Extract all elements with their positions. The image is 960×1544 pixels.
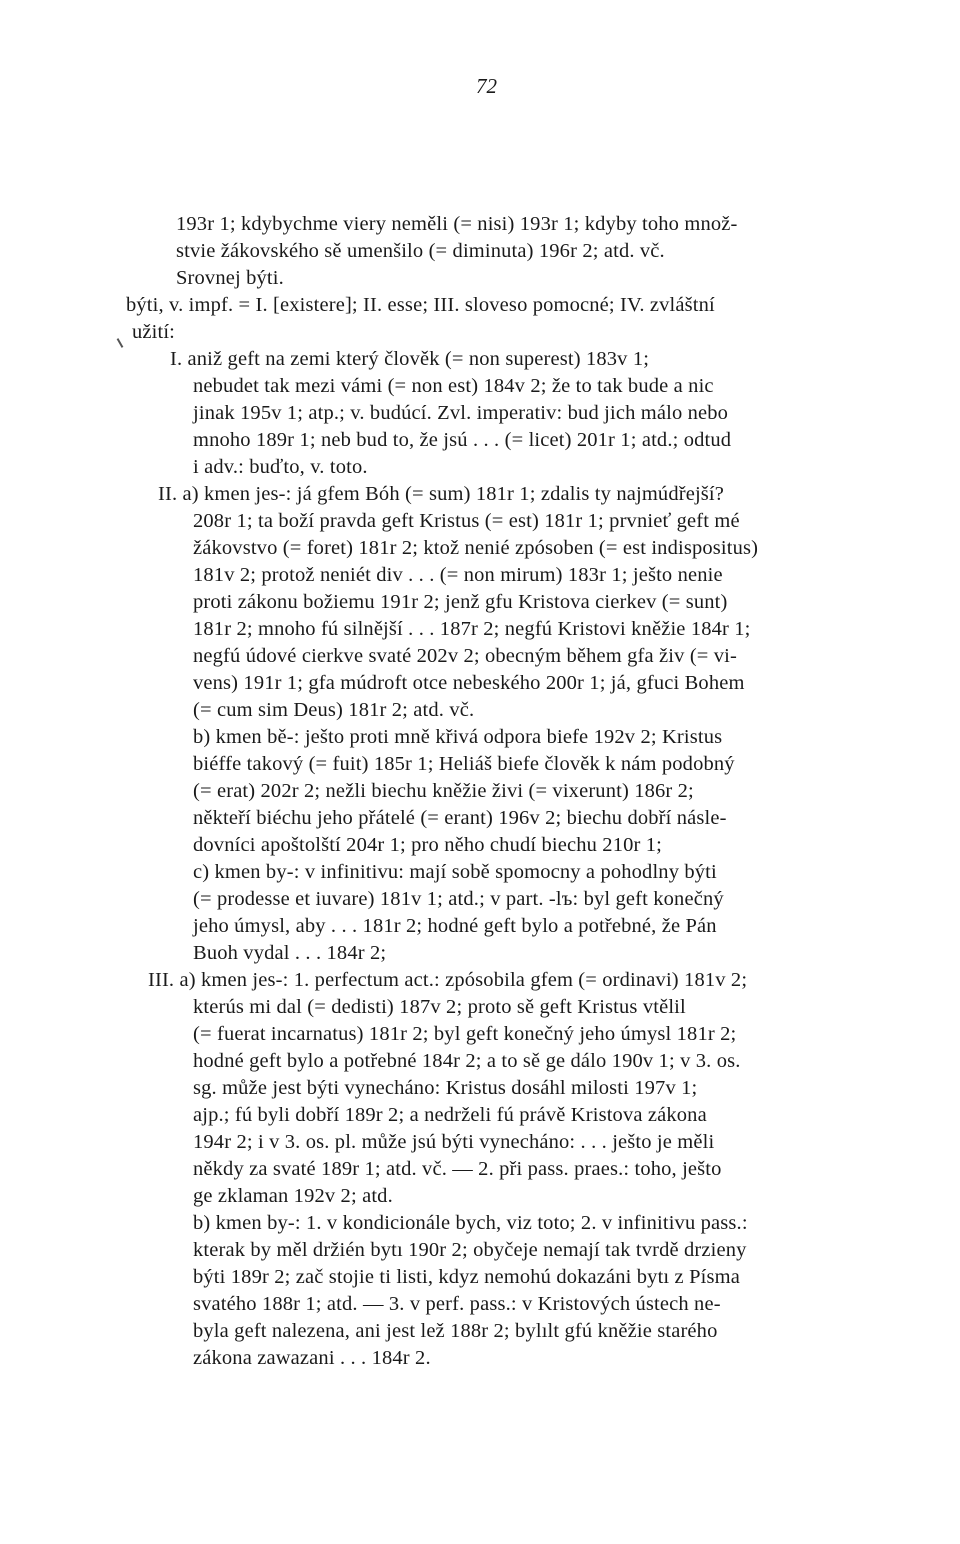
text-line: negfú údové cierkve svaté 202v 2; obecným během gfa živ (= vi-	[193, 645, 738, 667]
text-line: zákona zawazani . . . 184r 2.	[193, 1347, 431, 1369]
text-line: kterús mi dal (= dedisti) 187v 2; proto sě geft Kristus vtělil	[193, 996, 686, 1018]
text-line: svatého 188r 1; atd. — 3. v perf. pass.: v Kristových ústech ne-	[193, 1293, 721, 1315]
text-line: (= fuerat incarnatus) 181r 2; byl geft konečný jeho úmysl 181r 2;	[193, 1023, 737, 1045]
page-number: 72	[476, 74, 497, 98]
section-line: I. aniž geft na zemi který člověk (= non superest) 183v 1;	[170, 348, 650, 370]
text-line: (= cum sim Deus) 181r 2; atd. vč.	[193, 699, 475, 721]
text-line: žákovstvo (= foret) 181r 2; ktož nenié zpósoben (= est indispositus)	[193, 537, 759, 559]
text-line: nebudet tak mezi vámi (= non est) 184v 2; že to tak bude a nic	[193, 375, 714, 397]
text-line: hodné geft bylo a potřebné 184r 2; a to sě ge dálo 190v 1; v 3. os.	[193, 1050, 741, 1072]
text-line: stvie žákovského sě umenšilo (= diminuta) 196r 2; atd. vč.	[176, 240, 665, 262]
text-line: biéffe takový (= fuit) 185r 1; Heliáš biefe člověk k nám podobný	[193, 753, 735, 775]
text-line: Srovnej býti.	[176, 267, 284, 289]
text-line: ge zklaman 192v 2; atd.	[193, 1185, 393, 1207]
text-line: kterak by měl držién bytı 190r 2; obyčeje nemají tak tvrdě drzieny	[193, 1239, 747, 1261]
section-line: III. a) kmen jes-: 1. perfectum act.: zpósobila gfem (= ordinavi) 181v 2;	[148, 969, 748, 991]
text-line: i adv.: buďto, v. toto.	[193, 456, 368, 478]
margin-mark	[117, 338, 124, 348]
text-line: (= prodesse et iuvare) 181v 1; atd.; v part. -lъ: byl geft konečný	[193, 888, 724, 910]
text-line: sg. může jest býti vynecháno: Kristus dosáhl milosti 197v 1;	[193, 1077, 698, 1099]
text-line: (= erat) 202r 2; nežli biechu kněžie živi (= vixerunt) 186r 2;	[193, 780, 694, 802]
text-line: někdy za svaté 189r 1; atd. vč. — 2. při pass. praes.: toho, ješto	[193, 1158, 722, 1180]
text-line: 194r 2; i v 3. os. pl. může jsú býti vynecháno: . . . ješto je měli	[193, 1131, 715, 1153]
text-line: byla geft nalezena, ani jest lež 188r 2; bylılt gfú kněžie starého	[193, 1320, 718, 1342]
text-line: 181r 2; mnoho fú silnější . . . 187r 2; negfú Kristovi kněžie 184r 1;	[193, 618, 751, 640]
subsection-line: b) kmen bě-: ješto proti mně křivá odpora biefe 192v 2; Kristus	[193, 726, 723, 748]
text-line: jeho úmysl, aby . . . 181r 2; hodné geft bylo a potřebné, že Pán	[193, 915, 717, 937]
text-line: jinak 195v 1; atp.; v. budúcí. Zvl. imperativ: bud jich málo nebo	[193, 402, 729, 424]
text-line: dovníci apoštolští 204r 1; pro něho chudí biechu 210r 1;	[193, 834, 663, 856]
text-line: Buoh vydal . . . 184r 2;	[193, 942, 387, 964]
text-line: ajp.; fú byli dobří 189r 2; a nedrželi fú právě Kristova zákona	[193, 1104, 707, 1126]
text-line: někteří biéchu jeho přátelé (= erant) 196v 2; biechu dobří násle-	[193, 807, 727, 829]
subsection-line: b) kmen by-: 1. v kondicionále bych, viz toto; 2. v infinitivu pass.:	[193, 1212, 748, 1234]
subsection-line: c) kmen by-: v infinitivu: mají sobě spomocny a pohodlny býti	[193, 861, 717, 883]
text-line: býti 189r 2; zač stojie ti listi, kdyz nemohú dokazáni bytı z Písma	[193, 1266, 740, 1288]
text-line: 193r 1; kdybychme viery neměli (= nisi) 193r 1; kdyby toho množ-	[176, 213, 738, 235]
text-line: 181v 2; protož neniét div . . . (= non mirum) 183r 1; ješto nenie	[193, 564, 723, 586]
headword-line: býti, v. impf. = I. [existere]; II. esse; III. sloveso pomocné; IV. zvláštní	[126, 294, 715, 316]
text-line: mnoho 189r 1; neb bud to, že jsú . . . (= licet) 201r 1; atd.; odtud	[193, 429, 732, 451]
text-line: užití:	[132, 321, 176, 343]
section-line: II. a) kmen jes-: já gfem Bóh (= sum) 181r 1; zdalis ty najmúdřejší?	[158, 483, 725, 505]
text-line: 208r 1; ta boží pravda geft Kristus (= est) 181r 1; prvnieť geft mé	[193, 510, 740, 532]
text-line: proti zákonu božiemu 191r 2; jenž gfu Kristova cierkev (= sunt)	[193, 591, 728, 613]
text-line: vens) 191r 1; gfa múdroft otce nebeského 200r 1; já, gfuci Bohem	[193, 672, 745, 694]
